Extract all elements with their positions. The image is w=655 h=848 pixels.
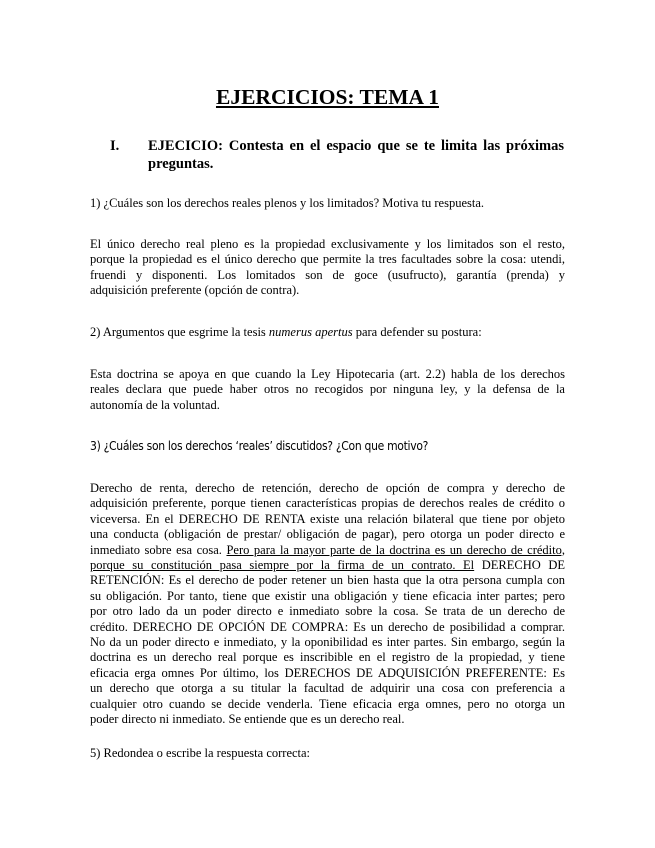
answer-3-line: cualquier otro cuando se decide venderla. Tiene eficacia erga omnes, pero no otorga un bbox=[90, 696, 565, 711]
answer-2 bbox=[90, 367, 565, 413]
answer-3-line: adquisición preferente, porque tienen características propias de derechos reales de crédito o bbox=[90, 496, 565, 511]
answer-3-text: DERECHO DE bbox=[474, 558, 565, 573]
answer-3-line: RETENCIÓN: Es el derecho de poder retener un bien hasta que la otra persona cumpla con bbox=[90, 573, 565, 588]
answer-3-line: poder directo ni inmediato. Se entiende que es un derecho real. bbox=[90, 712, 405, 727]
answer-3-line: eficacia erga omnes Por último, los DERECHOS DE ADQUISICIÓN PREFERENTE: Es bbox=[90, 665, 565, 680]
section-number: I. bbox=[110, 138, 120, 154]
answer-1-line: El único derecho real pleno es la propiedad exclusivamente y los limitados son el resto, bbox=[90, 237, 565, 251]
answer-3-underlined-text: Pero para la mayor parte de la doctrina es un derecho de crédito, bbox=[226, 542, 565, 557]
answer-3-line: viceversa. En el DERECHO DE RENTA existe una relación bilateral que tiene por objeto bbox=[90, 511, 565, 526]
answer-3-underlined-text: porque su constitución pasa siempre por la firma de un contrato. El bbox=[90, 558, 475, 573]
answer-3-line: doctrina es un derecho real porque es inscribible en el registro de la propiedad, y tiene bbox=[90, 650, 565, 665]
answer-3-line: Derecho de renta, derecho de retención, derecho de opción de compra y derecho de bbox=[90, 481, 565, 495]
page-title: EJERCICIOS: TEMA 1 bbox=[215, 85, 439, 109]
question-3: 3) ¿Cuáles son los derechos ‘reales’ discutidos? ¿Con que motivo? bbox=[90, 439, 429, 453]
answer-1-line: fruendi y disponenti. Los lomitados son de goce (usufructo), garantía (prenda) y bbox=[90, 267, 565, 282]
answer-3-line: una conducta (obligación de prestar/ obligación de pagar), pero otorga un poder directo e bbox=[90, 527, 565, 542]
answer-3-line: su obligación. Por tanto, tiene que existir una obligación y tiene eficacia inter partes; pero bbox=[90, 588, 565, 603]
answer-2-line: autonomía de la voluntad. bbox=[90, 397, 220, 412]
answer-3-line bbox=[90, 543, 565, 558]
answer-3-text: inmediato sobre esa cosa. bbox=[90, 542, 227, 557]
answer-3-line bbox=[90, 558, 565, 573]
question-5: 5) Redondea o escribe la respuesta correcta: bbox=[90, 746, 311, 760]
question-2 bbox=[90, 325, 565, 340]
answer-3-line: crédito. DERECHO DE OPCIÓN DE COMPRA: Es un derecho de posibilidad a comprar. bbox=[90, 619, 565, 634]
answer-3 bbox=[90, 481, 565, 728]
answer-3-line: un derecho que otorga a su titular la facultad de adquirir una cosa con preferencia a bbox=[90, 681, 565, 696]
answer-2-line: reales declara que puede haber otros no recogidos por ninguna ley, y la defensa de la bbox=[90, 382, 565, 397]
answer-3-line: No da un poder directo e inmediato, y la oponibilidad es inter partes. Sin embargo, según la bbox=[90, 635, 565, 650]
question-2-text: 2) Argumentos que esgrime la tesis bbox=[90, 325, 269, 339]
answer-2-line: Esta doctrina se apoya en que cuando la Ley Hipotecaria (art. 2.2) habla de los derechos bbox=[90, 367, 565, 381]
section-heading: EJECICIO: Contesta en el espacio que se te limita las próximas preguntas. bbox=[148, 138, 564, 172]
answer-3-line: por otro lado da un poder directo e inmediato sobre la cosa. Se trata de un derecho de bbox=[90, 604, 565, 619]
question-2-text-end: para defender su postura: bbox=[352, 325, 482, 339]
answer-1-line: porque la propiedad es el único derecho que permite la tres facultades sobre la cosa: utendi, bbox=[90, 252, 565, 267]
question-2-italic-term: numerus apertus bbox=[268, 325, 353, 339]
answer-1 bbox=[90, 237, 565, 299]
question-1: 1) ¿Cuáles son los derechos reales plenos y los limitados? Motiva tu respuesta. bbox=[90, 196, 485, 210]
answer-1-line: adquisición preferente (opción de contra). bbox=[90, 283, 300, 298]
